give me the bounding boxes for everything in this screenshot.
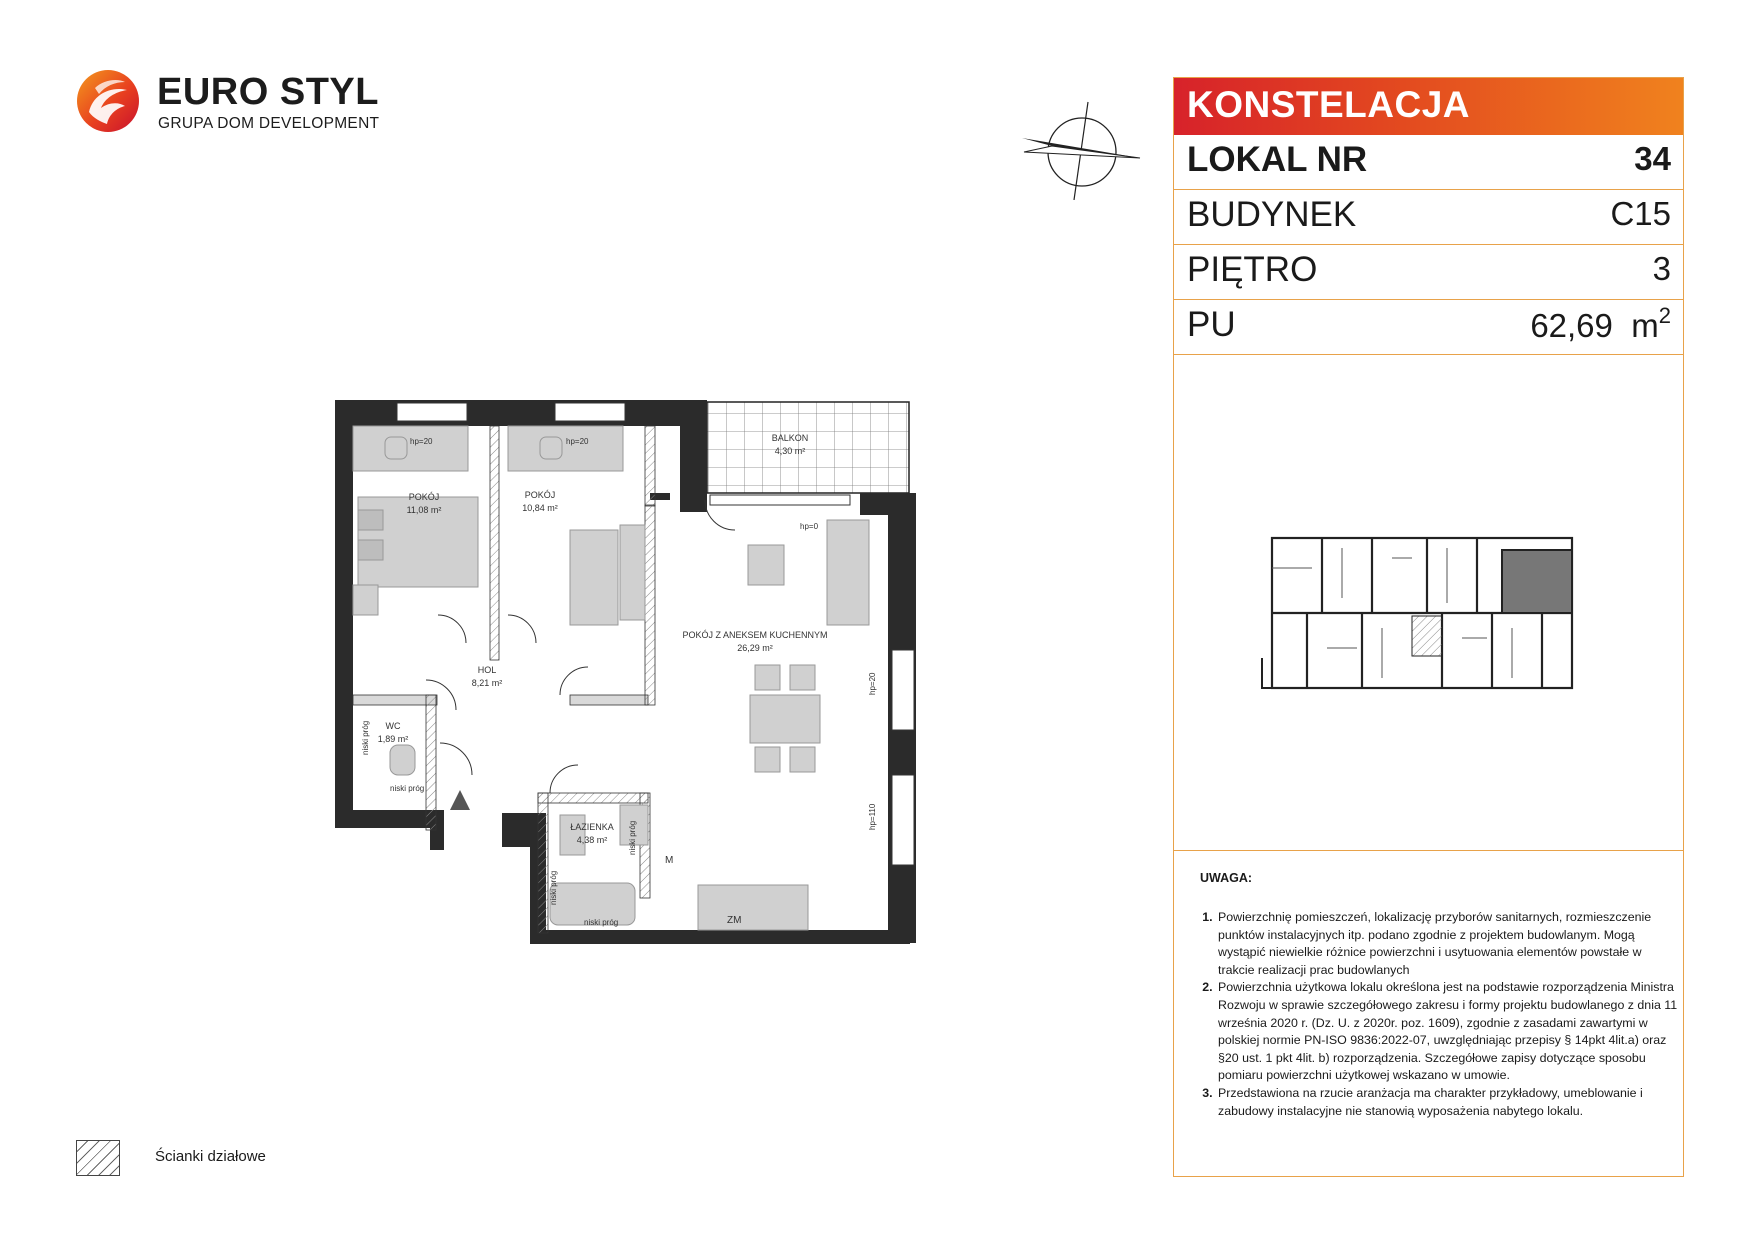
note-item: 2. Powierzchnia użytkowa lokalu określona jest na podstawie rozporządzenia Ministra Rozwoju w sprawie szczegółowego zakresu i formy projektu budowlanego z dnia 11 września 2020 r. (Dz. U. z 2020r. poz. 1609), zgodnie z zasadami zawartymi w polskiej normie PN-ISO 9836:2022-07, uwzględniając przepisy § 14pkt 4lit.a) oraz §20 ust. 1 pkt 4lit. b) rozporządzenia. Szczegółowe zapisy dotyczące sposobu pomiaru powierzchni użytkowej wskazano w umowie. [1216,979,1681,1085]
room-area: 8,21 m² [471,678,503,688]
floor-plan [330,395,920,955]
svg-text:niski próg: niski próg [628,820,637,855]
room-name: BALKON [771,433,809,443]
row-value: 62,69 $m^2$ [1530,303,1671,344]
building-key-plan [1252,528,1602,718]
room-name: POKÓJ [408,492,440,502]
row-value: 34 [1634,140,1671,177]
partition-wall-swatch [76,1140,120,1176]
svg-text:niski próg: niski próg [549,870,558,905]
room-name: POKÓJ Z ANEKSEM KUCHENNYM [682,630,828,640]
apartment-number-row [1174,135,1683,190]
brand-subtitle: GRUPA DOM DEVELOPMENT [158,115,380,132]
room-area: 4,38 m² [576,835,608,845]
svg-text:M: M [665,855,674,866]
room-name: WC [385,721,401,731]
notes-list [1200,909,1681,1120]
room-area: 1,89 m² [377,734,409,744]
svg-text:niski próg: niski próg [584,918,619,927]
row-label: PIĘTRO [1187,250,1318,289]
room-area: 10,84 m² [522,503,558,513]
balcony [707,402,909,493]
svg-text:hp=20: hp=20 [410,437,433,446]
svg-text:hp=110: hp=110 [868,803,877,830]
svg-text:hp=20: hp=20 [868,672,877,695]
legend-label: Ścianki działowe [155,1148,266,1165]
row-label: BUDYNEK [1187,195,1357,234]
building-row [1174,190,1683,245]
north-arrow-icon [1022,100,1142,200]
brand-name: EURO STYL [157,71,379,113]
room-name: ŁAZIENKA [570,822,614,832]
note-item: 1. Powierzchnię pomieszczeń, lokalizację przyborów sanitarnych, rozmieszczenie punktów instalacyjnych itp. podano zgodnie z projektem budowlanym. Mogą wystąpić niewielkie różnice powierzchni i usytuowania elementów powstałe w trakcie realizacji prac budowlanych [1216,909,1681,979]
room-area: 26,29 m² [737,643,773,653]
room-area: 4,30 m² [774,446,806,456]
row-value: C15 [1610,195,1671,232]
notes-title: UWAGA: [1200,871,1253,885]
brand-logo [75,68,395,148]
area-row [1174,300,1683,355]
row-label: PU [1187,305,1236,344]
svg-text:hp=20: hp=20 [566,437,589,446]
row-label: LOKAL NR [1187,140,1368,179]
svg-text:niski próg: niski próg [390,784,425,793]
floor-row [1174,245,1683,300]
eurostyl-flame-icon [75,68,141,134]
row-value: 3 [1652,250,1671,287]
svg-text:ZM: ZM [727,915,742,926]
svg-text:hp=0: hp=0 [800,522,819,531]
note-item: 3. Przedstawiona na rzucie aranżacja ma charakter przykładowy, umeblowanie i zabudowy instalacyjne nie stanowią wyposażenia nabytego lokalu. [1216,1085,1681,1120]
room-area: 11,08 m² [406,505,442,515]
investment-name: KONSTELACJA [1187,84,1471,125]
svg-text:niski próg: niski próg [361,720,370,755]
notes-section [1174,850,1683,1178]
room-name: HOL [477,665,497,675]
entrance-arrow-icon [450,790,470,810]
info-panel [1173,77,1684,1177]
room-name: POKÓJ [524,490,556,500]
investment-header [1174,78,1683,135]
